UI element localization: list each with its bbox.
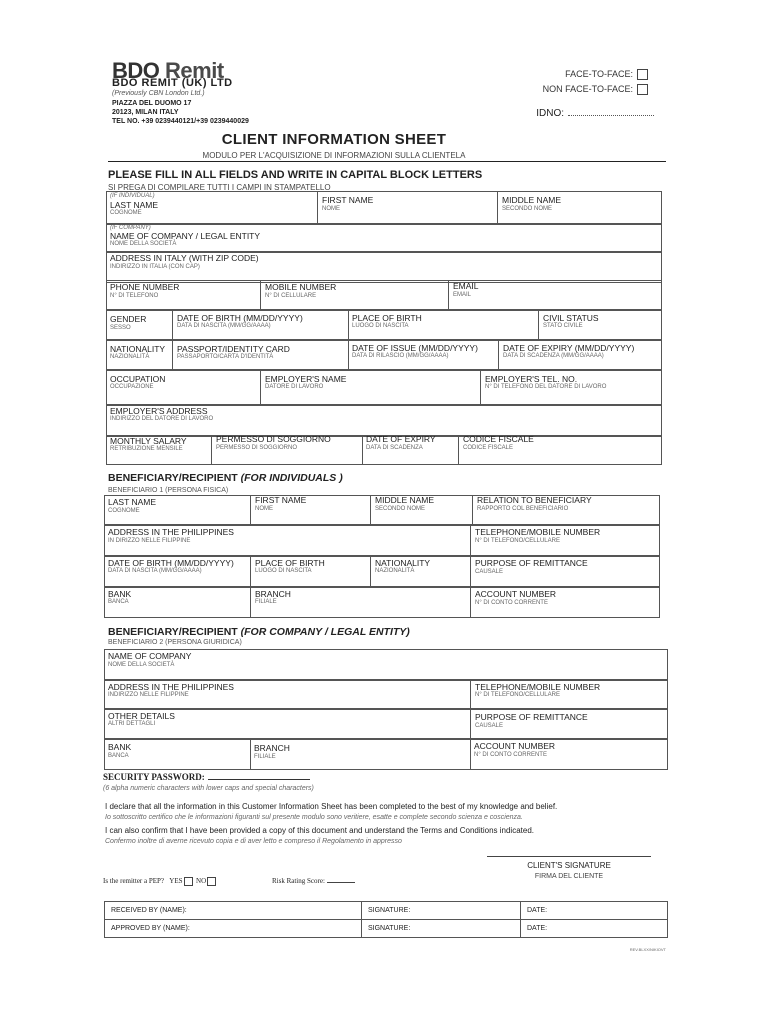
ben1-middle-name-sub: SECONDO NOME	[375, 506, 426, 512]
divider	[470, 680, 471, 709]
idno-label: IDNO:	[536, 108, 564, 119]
received-by-label: RECEIVED BY (NAME):	[111, 907, 187, 914]
security-password-label: SECURITY PASSWORD:	[103, 772, 205, 782]
divider	[472, 495, 473, 525]
signature-label: SIGNATURE:	[368, 925, 411, 932]
middle-name-label: MIDDLE NAME	[502, 195, 562, 205]
received-date-cell[interactable]	[521, 902, 668, 920]
risk-rating-label: Risk Rating Score:	[272, 877, 325, 885]
passport-sub: PASSAPORTO/CARTA D'IDENTITÀ	[177, 354, 274, 360]
ben1-relation-label: RELATION TO BENEFICIARY	[477, 495, 592, 505]
divider	[348, 340, 349, 370]
instruction-italian: SI PREGA DI COMPILARE TUTTI I CAMPI IN STAMPATELLO	[108, 183, 331, 192]
idno-row	[536, 108, 654, 119]
divider	[448, 280, 449, 310]
permesso-expiry-label: DATE OF EXPIRY	[366, 434, 436, 444]
ben1-heading-text: BENEFICIARY/RECIPIENT	[108, 472, 241, 484]
civil-status-label: CIVIL STATUS	[543, 313, 599, 323]
ben2-bank-sub: BANCA	[108, 753, 129, 759]
ben2-heading-em: (FOR COMPANY / LEGAL ENTITY)	[240, 626, 410, 638]
ben2-address-sub: INDIRIZZO NELLE FILIPPINE	[108, 692, 189, 698]
approved-signature-cell[interactable]	[362, 920, 521, 938]
divider	[498, 340, 499, 370]
security-password-field[interactable]	[208, 779, 310, 780]
divider	[480, 370, 481, 405]
gender-label: GENDER	[110, 314, 147, 324]
ben1-account-label: ACCOUNT NUMBER	[475, 589, 557, 599]
client-signature-sub: FIRMA DEL CLIENTE	[534, 873, 604, 880]
date-of-issue-sub: DATA DI RILASCIO (MM/GG/AAAA)	[352, 353, 449, 359]
employer-name-sub: DATORE DI LAVORO	[265, 384, 324, 390]
address-italy-label: ADDRESS IN ITALY (WITH ZIP CODE)	[110, 253, 259, 263]
beneficiary-company-heading	[108, 626, 410, 638]
non-face-to-face-label: NON FACE-TO-FACE:	[542, 84, 633, 94]
divider	[538, 310, 539, 340]
divider	[470, 739, 471, 770]
approved-date-cell[interactable]	[521, 920, 668, 938]
email-sub: EMAIL	[453, 292, 472, 298]
pob-label: PLACE OF BIRTH	[352, 313, 422, 323]
client-name-row[interactable]	[106, 191, 662, 224]
date-of-issue-label: DATE OF ISSUE (MM/DD/YYYY)	[352, 343, 478, 353]
divider	[362, 436, 363, 465]
ben2-bank-row[interactable]	[104, 739, 668, 770]
pob-sub: LUOGO DI NASCITA	[352, 323, 409, 329]
ben2-account-label: ACCOUNT NUMBER	[474, 741, 556, 751]
face-to-face-checkbox[interactable]	[637, 69, 648, 80]
ben1-first-name-sub: NOME	[255, 506, 273, 512]
received-by-cell[interactable]	[105, 902, 362, 920]
face-to-face-row	[565, 69, 648, 80]
date-label: DATE:	[527, 925, 548, 932]
ben1-bank-label: BANK	[108, 589, 132, 599]
if-individual-hint: (IF INDIVIDUAL)	[110, 193, 155, 199]
mobile-sub: N° DI CELLULARE	[265, 293, 317, 299]
employer-tel-label: EMPLOYER'S TEL. NO.	[485, 374, 578, 384]
if-company-hint: (IF COMPANY)	[110, 225, 151, 231]
nationality-label: NATIONALITY	[110, 344, 166, 354]
gender-sub: SESSO	[110, 325, 131, 331]
passport-label: PASSPORT/IDENTITY CARD	[177, 344, 290, 354]
email-label: EMAIL	[453, 281, 479, 291]
last-name-label: LAST NAME	[110, 200, 159, 210]
ben2-branch-label: BRANCH	[254, 743, 290, 753]
employer-name-label: EMPLOYER'S NAME	[265, 374, 347, 384]
pep-no-checkbox[interactable]	[207, 877, 216, 886]
divider	[260, 370, 261, 405]
page-title: CLIENT INFORMATION SHEET	[221, 131, 447, 148]
ben1-bank-row[interactable]	[104, 587, 660, 618]
ben1-purpose-label: PURPOSE OF REMITTANCE	[475, 558, 588, 568]
address-italy-sub: INDIRIZZO IN ITALIA (CON CAP)	[110, 264, 200, 270]
last-name-sub: COGNOME	[110, 210, 142, 216]
security-password-row	[103, 772, 310, 782]
ben1-last-name-label: LAST NAME	[108, 497, 157, 507]
date-of-expiry-sub: DATA DI SCADENZA (MM/GG/AAAA)	[503, 353, 604, 359]
divider	[250, 739, 251, 770]
non-face-to-face-row	[543, 84, 648, 95]
dob-sub: DATA DI NASCITA (MM/GG/AAAA)	[177, 323, 271, 329]
first-name-label: FIRST NAME	[322, 195, 374, 205]
permesso-sub: PERMESSO DI SOGGIORNO	[216, 445, 298, 451]
ben1-heading-em: (FOR INDIVIDUALS )	[240, 472, 343, 484]
employer-address-label: EMPLOYER'S ADDRESS	[110, 406, 208, 416]
permesso-expiry-sub: DATA DI SCADENZA	[366, 445, 423, 451]
date-of-expiry-label: DATE OF EXPIRY (MM/DD/YYYY)	[503, 343, 635, 353]
occupation-sub: OCCUPAZIONE	[110, 384, 154, 390]
company-name-label: NAME OF COMPANY / LEGAL ENTITY	[110, 231, 261, 241]
title-divider	[108, 161, 666, 162]
logo-bdo-text: BDO	[112, 58, 160, 83]
ben1-address-label: ADDRESS IN THE PHILIPPINES	[108, 527, 234, 537]
divider	[250, 556, 251, 587]
phone-label: PHONE NUMBER	[110, 282, 180, 292]
divider	[370, 556, 371, 587]
divider	[470, 556, 471, 587]
divider	[370, 495, 371, 525]
ben1-tel-sub: N° DI TELEFONO/CELLULARE	[475, 538, 560, 544]
pep-question: Is the remitter a PEP?	[103, 877, 165, 886]
non-face-to-face-checkbox[interactable]	[637, 84, 648, 95]
ben2-company-label: NAME OF COMPANY	[108, 651, 192, 661]
logo-remit-text: Remit	[165, 58, 224, 83]
middle-name-sub: SECONDO NOME	[502, 206, 553, 212]
ben1-tel-label: TELEPHONE/MOBILE NUMBER	[475, 527, 601, 537]
divider	[317, 191, 318, 224]
ben1-dob-label: DATE OF BIRTH (MM/DD/YYYY)	[108, 558, 234, 568]
ben2-address-label: ADDRESS IN THE PHILIPPINES	[108, 682, 234, 692]
divider	[250, 587, 251, 618]
pep-row	[103, 877, 216, 886]
received-signature-cell[interactable]	[362, 902, 521, 920]
ben2-bank-label: BANK	[108, 742, 132, 752]
form-revision-code: REV.BLXX/NIKIOVT	[629, 947, 666, 952]
date-label: DATE:	[527, 907, 548, 914]
table-row	[105, 920, 668, 938]
divider	[260, 280, 261, 310]
ben1-bank-sub: BANCA	[108, 599, 129, 605]
ben2-branch-sub: FILIALE	[254, 754, 276, 760]
ben2-tel-sub: N° DI TELEFONO/CELLULARE	[475, 692, 560, 698]
approved-by-cell[interactable]	[105, 920, 362, 938]
beneficiary-individual-sub: BENEFICIARIO 1 (PERSONA FISICA)	[108, 487, 229, 494]
ben2-other-sub: ALTRI DETTAGLI	[108, 721, 156, 727]
ben2-heading-text: BENEFICIARY/RECIPIENT	[108, 626, 241, 638]
beneficiary-company-sub: BENEFICIARIO 2 (PERSONA GIURIDICA)	[108, 639, 242, 646]
ben2-tel-label: TELEPHONE/MOBILE NUMBER	[475, 682, 601, 692]
phone-row[interactable]	[106, 280, 662, 310]
ben1-last-name-sub: COGNOME	[108, 508, 140, 514]
ben1-branch-label: BRANCH	[255, 589, 291, 599]
client-signature-label: CLIENT'S SIGNATURE	[527, 861, 611, 870]
company-tel: TEL NO. +39 0239440121/+39 0239440029	[112, 118, 249, 125]
divider	[470, 709, 471, 739]
company-name: BDO REMIT (UK) LTD	[112, 77, 233, 89]
signature-label: SIGNATURE:	[368, 907, 411, 914]
divider	[458, 436, 459, 465]
employer-address-sub: INDIRIZZO DEL DATORE DI LAVORO	[110, 416, 214, 422]
security-password-hint: (6 alpha numeric characters with lower caps and special characters)	[103, 785, 314, 792]
pep-yes-label: YES	[169, 877, 183, 886]
divider	[250, 495, 251, 525]
nationality-sub: NAZIONALITÀ	[110, 354, 150, 360]
divider	[497, 191, 498, 224]
civil-status-sub: STATO CIVILE	[543, 323, 583, 329]
instruction: PLEASE FILL IN ALL FIELDS AND WRITE IN CAPITAL BLOCK LETTERS	[108, 169, 483, 181]
company-previous-name: (Previously CBN London Ltd.)	[112, 90, 205, 97]
pep-yes-checkbox[interactable]	[184, 877, 193, 886]
codice-fiscale-label: CODICE FISCALE	[463, 434, 534, 444]
office-use-table	[104, 901, 668, 938]
company-address-line2: 20123, MILAN ITALY	[112, 109, 179, 116]
dob-label: DATE OF BIRTH (MM/DD/YYYY)	[177, 313, 303, 323]
divider	[211, 436, 212, 465]
divider	[348, 310, 349, 340]
risk-rating-row	[272, 877, 355, 885]
declaration-line2-italian: Confermo inoltre di averne ricevuto copia e di aver letto e compreso il Regolamento in appresso	[105, 838, 402, 845]
occupation-label: OCCUPATION	[110, 374, 166, 384]
ben1-pob-sub: LUOGO DI NASCITA	[255, 568, 312, 574]
ben1-nationality-sub: NAZIONALITÀ	[375, 568, 415, 574]
employer-tel-sub: N° DI TELEFONO DEL DATORE DI LAVORO	[485, 384, 607, 390]
approved-by-label: APPROVED BY (NAME):	[111, 925, 190, 932]
ben1-first-name-label: FIRST NAME	[255, 495, 307, 505]
client-signature-line[interactable]	[487, 856, 651, 857]
ben1-dob-sub: DATA DI NASCITA (MM/GG/AAAA)	[108, 568, 202, 574]
declaration-line1: I declare that all the information in this Customer Information Sheet has been completed to the best of my knowledge and belief.	[105, 802, 558, 811]
salary-sub: RETRIBUZIONE MENSILE	[110, 446, 183, 452]
ben1-relation-sub: RAPPORTO COL BENEFICIARIO	[477, 506, 569, 512]
idno-field[interactable]	[568, 115, 654, 116]
ben1-address-sub: IN DIRIZZO NELLE FILIPPINE	[108, 538, 191, 544]
ben1-branch-sub: FILIALE	[255, 599, 277, 605]
company-address-line1: PIAZZA DEL DUOMO 17	[112, 100, 192, 107]
ben1-middle-name-label: MIDDLE NAME	[375, 495, 435, 505]
declaration-line1-italian: Io sottoscritto certifico che le informazioni figuranti sul presente modulo sono veritiere, esatte e complete secondo scienza e coscienza.	[105, 814, 523, 821]
mobile-label: MOBILE NUMBER	[265, 282, 337, 292]
risk-rating-field[interactable]	[327, 882, 355, 883]
phone-sub: N° DI TELEFONO	[110, 293, 159, 299]
divider	[172, 310, 173, 340]
table-row	[105, 902, 668, 920]
ben2-other-label: OTHER DETAILS	[108, 711, 175, 721]
page-subtitle: MODULO PER L'ACQUISIZIONE DI INFORMAZIONI SULLA CLIENTELA	[202, 151, 466, 160]
ben2-purpose-label: PURPOSE OF REMITTANCE	[475, 712, 588, 722]
beneficiary-individual-heading	[108, 472, 343, 484]
divider	[470, 525, 471, 556]
permesso-label: PERMESSO DI SOGGIORNO	[216, 434, 331, 444]
face-to-face-label: FACE-TO-FACE:	[565, 69, 633, 79]
ben2-account-sub: N° DI CONTO CORRENTE	[474, 752, 547, 758]
company-name-sub: NOME DELLA SOCIETÀ	[110, 241, 177, 247]
first-name-sub: NOME	[322, 206, 340, 212]
declaration-line2: I can also confirm that I have been provided a copy of this document and understand the Terms and Conditions indicated.	[105, 826, 535, 835]
pep-no-label: NO	[196, 877, 207, 886]
ben1-purpose-sub: CAUSALE	[475, 569, 504, 575]
ben2-purpose-sub: CAUSALE	[475, 723, 504, 729]
codice-fiscale-sub: CODICE FISCALE	[463, 445, 514, 451]
ben1-pob-label: PLACE OF BIRTH	[255, 558, 325, 568]
ben1-account-sub: N° DI CONTO CORRENTE	[475, 600, 548, 606]
ben2-company-sub: NOME DELLA SOCIETÀ	[108, 662, 175, 668]
ben1-nationality-label: NATIONALITY	[375, 558, 431, 568]
divider	[172, 340, 173, 370]
salary-label: MONTHLY SALARY	[110, 436, 187, 446]
divider	[470, 587, 471, 618]
